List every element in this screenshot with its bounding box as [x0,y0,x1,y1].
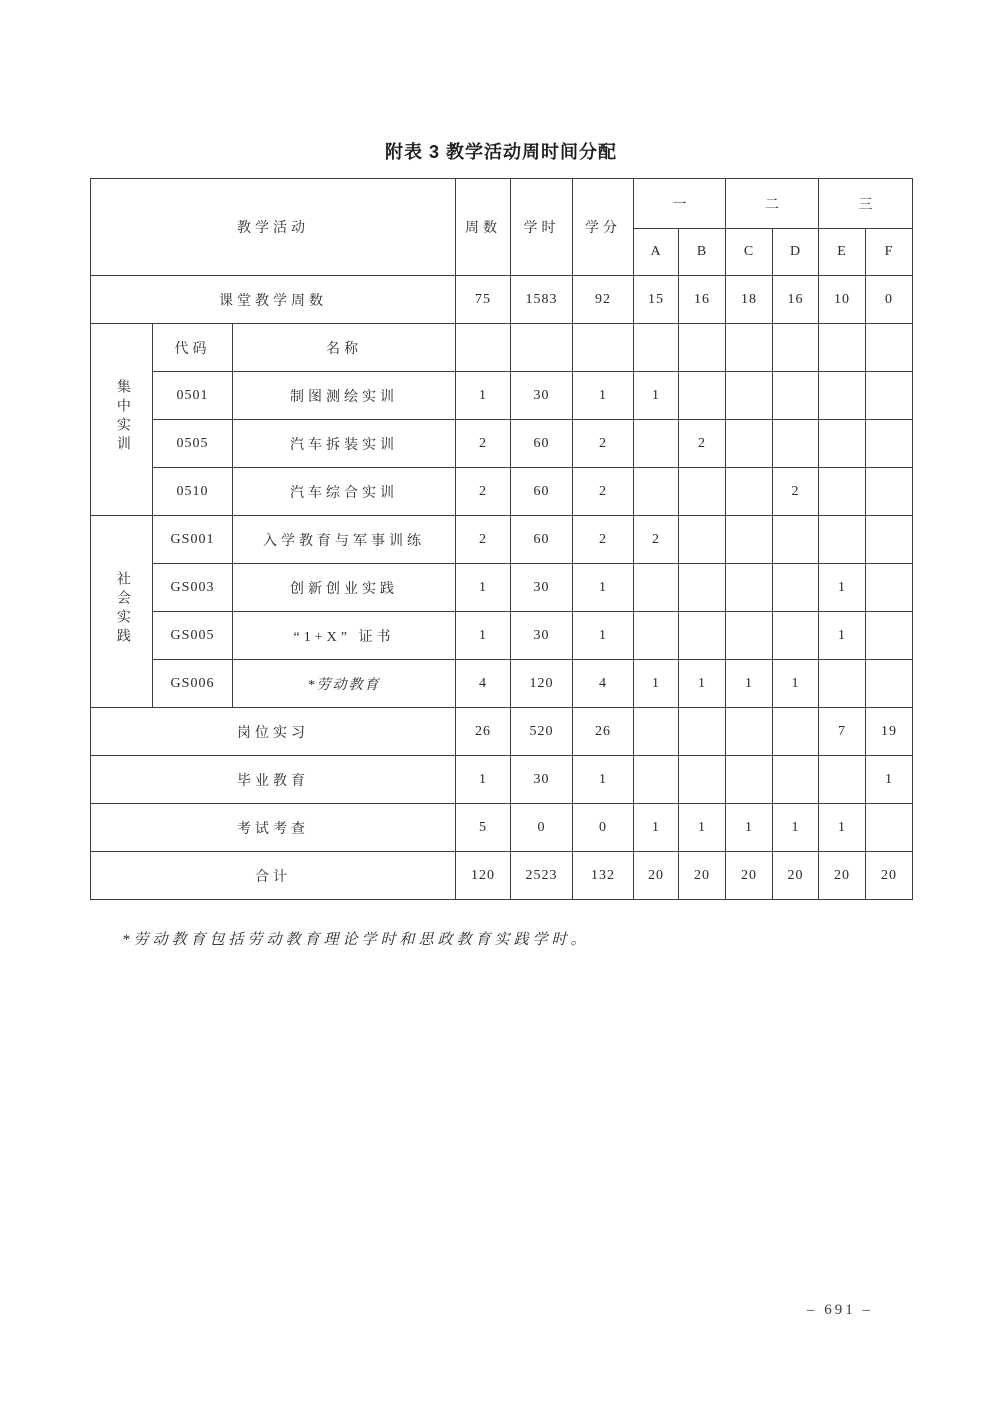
empty-cell [573,324,634,372]
cell-hours: 30 [511,612,573,660]
cell-term: 20 [726,852,773,900]
cell-credits: 4 [573,660,634,708]
cell-term [866,564,913,612]
cell-term: 20 [866,852,913,900]
header-row-years [91,179,913,229]
cell-weeks: 26 [456,708,511,756]
cell-code: GS005 [153,612,233,660]
cell-term: 0 [866,276,913,324]
header-year-2: 二 [726,179,819,229]
cell-term: 20 [819,852,866,900]
cell-hours: 60 [511,516,573,564]
header-term-e: E [819,229,866,276]
cell-term [819,468,866,516]
cell-weeks: 1 [456,564,511,612]
cell-term: 20 [773,852,819,900]
cell-weeks: 2 [456,516,511,564]
cell-name: “1+X” 证书 [233,612,456,660]
table-row-gs001 [91,516,913,564]
header-term-f: F [866,229,913,276]
header-hours: 学时 [511,179,573,276]
cell-term [726,756,773,804]
cell-term [679,564,726,612]
cell-term [819,372,866,420]
cell-code: GS006 [153,660,233,708]
cell-weeks: 2 [456,420,511,468]
table-row-code-header [91,324,913,372]
cell-term [773,708,819,756]
cell-term: 1 [634,804,679,852]
cell-term [773,564,819,612]
cell-hours: 60 [511,420,573,468]
header-term-c: C [726,229,773,276]
cell-term [726,468,773,516]
header-weeks: 周数 [456,179,511,276]
cell-hours: 2523 [511,852,573,900]
cell-weeks: 1 [456,372,511,420]
cell-hours: 60 [511,468,573,516]
cell-weeks: 1 [456,756,511,804]
cell-credits: 1 [573,756,634,804]
cell-term [679,756,726,804]
page-title: 附表 3 教学活动周时间分配 [384,142,617,162]
header-credits: 学分 [573,179,634,276]
table-row-total [91,852,913,900]
cell-term [726,612,773,660]
cell-term: 1 [819,612,866,660]
cell-term [679,468,726,516]
cell-term [634,612,679,660]
cell-hours: 30 [511,564,573,612]
group-label-concentrated [91,324,153,516]
cell-term [679,708,726,756]
cell-term: 2 [634,516,679,564]
table-row-gs005 [91,612,913,660]
cell-term [866,372,913,420]
cell-term [866,468,913,516]
cell-term [726,564,773,612]
cell-hours: 1583 [511,276,573,324]
cell-term: 1 [679,804,726,852]
cell-credits: 0 [573,804,634,852]
cell-code: GS003 [153,564,233,612]
empty-cell [866,324,913,372]
cell-credits: 2 [573,468,634,516]
cell-name: 制图测绘实训 [233,372,456,420]
cell-label: 考试考查 [91,804,456,852]
table-row-0501 [91,372,913,420]
cell-term: 1 [634,660,679,708]
cell-term: 1 [634,372,679,420]
header-activity: 教学活动 [91,179,456,276]
cell-term: 2 [679,420,726,468]
cell-term: 20 [634,852,679,900]
cell-credits: 26 [573,708,634,756]
teaching-activity-table [90,178,913,900]
cell-term [773,516,819,564]
cell-term [866,660,913,708]
cell-credits: 92 [573,276,634,324]
cell-name: 汽车拆装实训 [233,420,456,468]
cell-term [634,420,679,468]
header-term-a: A [634,229,679,276]
cell-term [773,756,819,804]
cell-term: 20 [679,852,726,900]
cell-weeks: 5 [456,804,511,852]
cell-term [634,468,679,516]
cell-weeks: 120 [456,852,511,900]
table-footnote: *劳动教育包括劳动教育理论学时和思政教育实践学时。 [122,932,590,948]
header-term-b: B [679,229,726,276]
cell-term: 1 [866,756,913,804]
cell-term: 1 [819,804,866,852]
cell-hours: 30 [511,372,573,420]
cell-term: 16 [679,276,726,324]
header-year-3: 三 [819,179,913,229]
cell-hours: 520 [511,708,573,756]
cell-credits: 1 [573,372,634,420]
cell-term [866,612,913,660]
empty-cell [679,324,726,372]
cell-term: 15 [634,276,679,324]
cell-term: 1 [726,660,773,708]
table-row-exam [91,804,913,852]
cell-credits: 1 [573,612,634,660]
cell-term [866,420,913,468]
cell-term [726,372,773,420]
cell-term [726,420,773,468]
cell-term [679,516,726,564]
cell-term [773,420,819,468]
cell-credits: 132 [573,852,634,900]
cell-name: 汽车综合实训 [233,468,456,516]
header-year-1: 一 [634,179,726,229]
header-term-d: D [773,229,819,276]
group-label-social [91,516,153,708]
cell-term [726,708,773,756]
cell-term [773,372,819,420]
cell-term [679,372,726,420]
cell-hours: 120 [511,660,573,708]
cell-term: 7 [819,708,866,756]
cell-weeks: 2 [456,468,511,516]
cell-credits: 1 [573,564,634,612]
cell-name: *劳动教育 [233,660,456,708]
group-label-text: 社会实践 [114,571,130,647]
empty-cell [456,324,511,372]
cell-name: 入学教育与军事训练 [233,516,456,564]
cell-term [819,516,866,564]
cell-term [634,708,679,756]
cell-term: 18 [726,276,773,324]
cell-term: 1 [773,660,819,708]
cell-term [773,612,819,660]
cell-label: 合计 [91,852,456,900]
header-name: 名称 [233,324,456,372]
table-row-graduation [91,756,913,804]
cell-term: 1 [726,804,773,852]
cell-term: 1 [819,564,866,612]
empty-cell [511,324,573,372]
cell-name: 创新创业实践 [233,564,456,612]
cell-weeks: 4 [456,660,511,708]
cell-term: 16 [773,276,819,324]
page-number: – 691 – [807,1302,873,1318]
table-row-gs006 [91,660,913,708]
cell-code: 0510 [153,468,233,516]
cell-term [634,564,679,612]
cell-hours: 30 [511,756,573,804]
cell-term [866,516,913,564]
header-code: 代码 [153,324,233,372]
cell-term: 1 [773,804,819,852]
empty-cell [726,324,773,372]
table-row-gs003 [91,564,913,612]
table-row-0510 [91,468,913,516]
cell-credits: 2 [573,516,634,564]
cell-term [819,756,866,804]
cell-term [726,516,773,564]
cell-label: 毕业教育 [91,756,456,804]
group-label-text: 集中实训 [114,379,130,455]
cell-term [679,612,726,660]
cell-hours: 0 [511,804,573,852]
cell-term: 19 [866,708,913,756]
table-row-internship [91,708,913,756]
cell-weeks: 75 [456,276,511,324]
cell-code: GS001 [153,516,233,564]
cell-credits: 2 [573,420,634,468]
cell-term [866,804,913,852]
cell-term: 10 [819,276,866,324]
cell-weeks: 1 [456,612,511,660]
cell-term: 2 [773,468,819,516]
empty-cell [819,324,866,372]
cell-term [819,660,866,708]
empty-cell [773,324,819,372]
cell-code: 0505 [153,420,233,468]
empty-cell [634,324,679,372]
cell-label: 岗位实习 [91,708,456,756]
cell-term [819,420,866,468]
table-row-classroom [91,276,913,324]
cell-label: 课堂教学周数 [91,276,456,324]
cell-term [634,756,679,804]
table-row-0505 [91,420,913,468]
cell-term: 1 [679,660,726,708]
cell-code: 0501 [153,372,233,420]
